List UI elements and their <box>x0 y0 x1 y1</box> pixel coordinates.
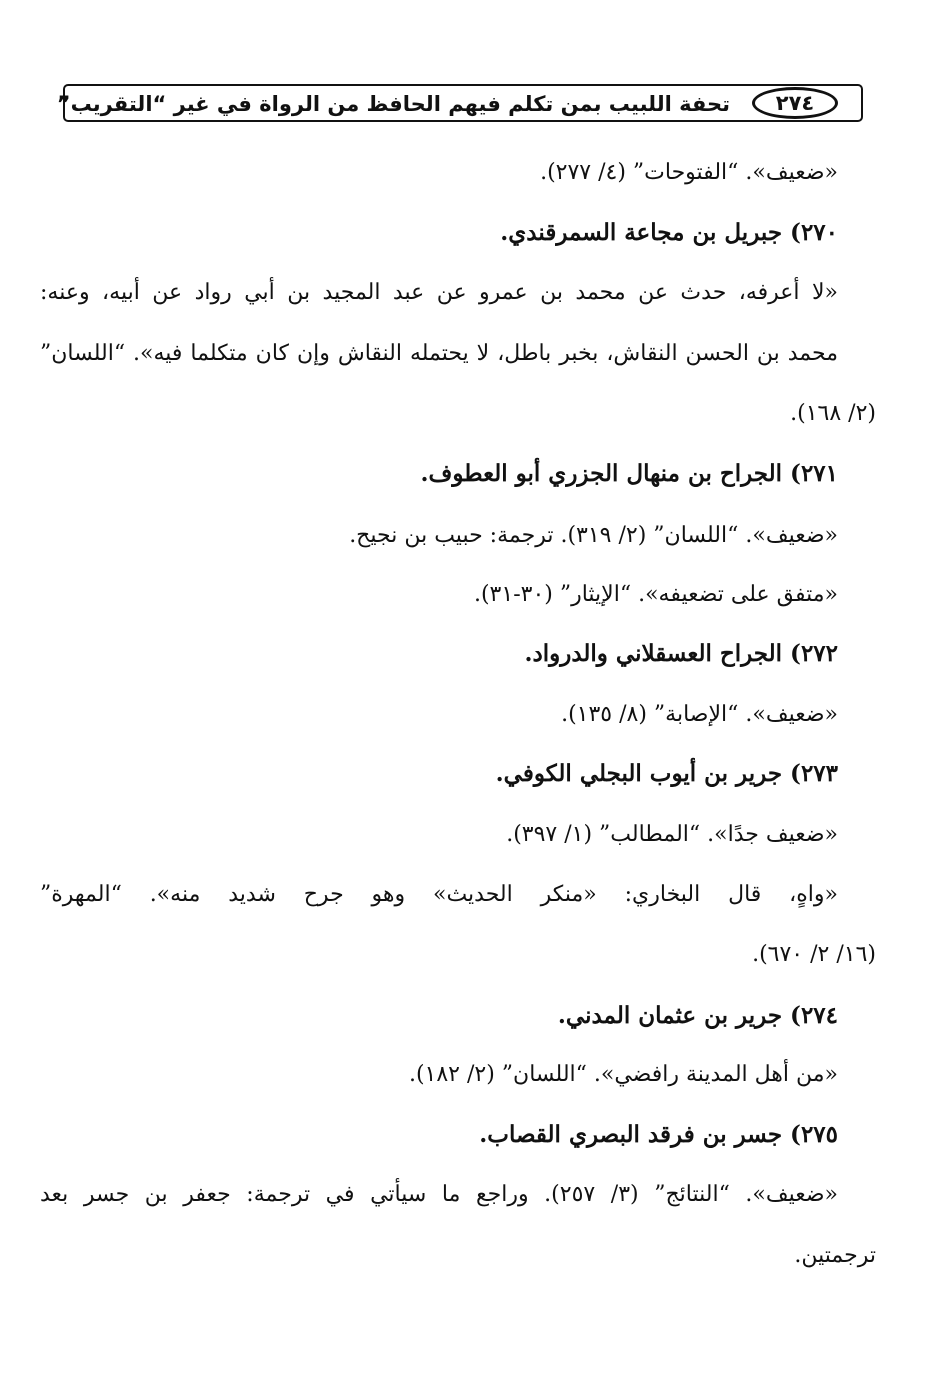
page-number: ٢٧٤ <box>752 87 838 119</box>
text-line: «لا أعرفه، حدث عن محمد بن عمرو عن عبد المجيد بن أبي رواد عن أبيه، وعنه: <box>40 280 838 305</box>
entry-heading-272: ٢٧٢) الجراح العسقلاني والدرواد. <box>524 640 838 667</box>
text-line: «ضعيف». “الفتوحات” (٤/ ٢٧٧). <box>540 160 838 185</box>
text-line: «متفق على تضعيفه». “الإيثار” (٣٠-٣١). <box>473 582 838 607</box>
text-line: ترجمتين. <box>794 1243 876 1268</box>
running-header-title: تحفة اللبيب بمن تكلم فيهم الحافظ من الرواة في غير “التقريب” <box>56 92 730 116</box>
text-line: «من أهل المدينة رافضي». “اللسان” (٢/ ١٨٢). <box>408 1062 838 1087</box>
entry-heading-274: ٢٧٤) جرير بن عثمان المدني. <box>557 1002 838 1029</box>
text-line: «ضعيف». “الإصابة” (٨/ ١٣٥). <box>561 702 838 727</box>
text-line: «واهٍ، قال البخاري: «منكر الحديث» وهو جرح شديد منه». “المهرة” <box>40 882 838 907</box>
text-line: محمد بن الحسن النقاش، بخبر باطل، لا يحتمله النقاش وإن كان متكلما فيه». “اللسان” <box>40 341 839 366</box>
text-line: «ضعيف». “اللسان” (٢/ ٣١٩). ترجمة: حبيب بن نجيح. <box>349 523 838 548</box>
entry-heading-270: ٢٧٠) جبريل بن مجاعة السمرقندي. <box>500 219 838 246</box>
text-line: (٢/ ١٦٨). <box>790 401 876 426</box>
text-line: «ضعيف جدًا». “المطالب” (١/ ٣٩٧). <box>506 822 838 847</box>
entry-heading-271: ٢٧١) الجراح بن منهال الجزري أبو العطوف. <box>420 460 838 487</box>
text-line: «ضعيف». “النتائج” (٣/ ٢٥٧). وراجع ما سيأتي في ترجمة: جعفر بن جسر بعد <box>40 1182 839 1207</box>
entry-heading-275: ٢٧٥) جسر بن فرقد البصري القصاب. <box>479 1121 838 1148</box>
text-line: (١٦/ ٢/ ٦٧٠). <box>752 942 876 967</box>
entry-heading-273: ٢٧٣) جرير بن أيوب البجلي الكوفي. <box>495 760 838 787</box>
